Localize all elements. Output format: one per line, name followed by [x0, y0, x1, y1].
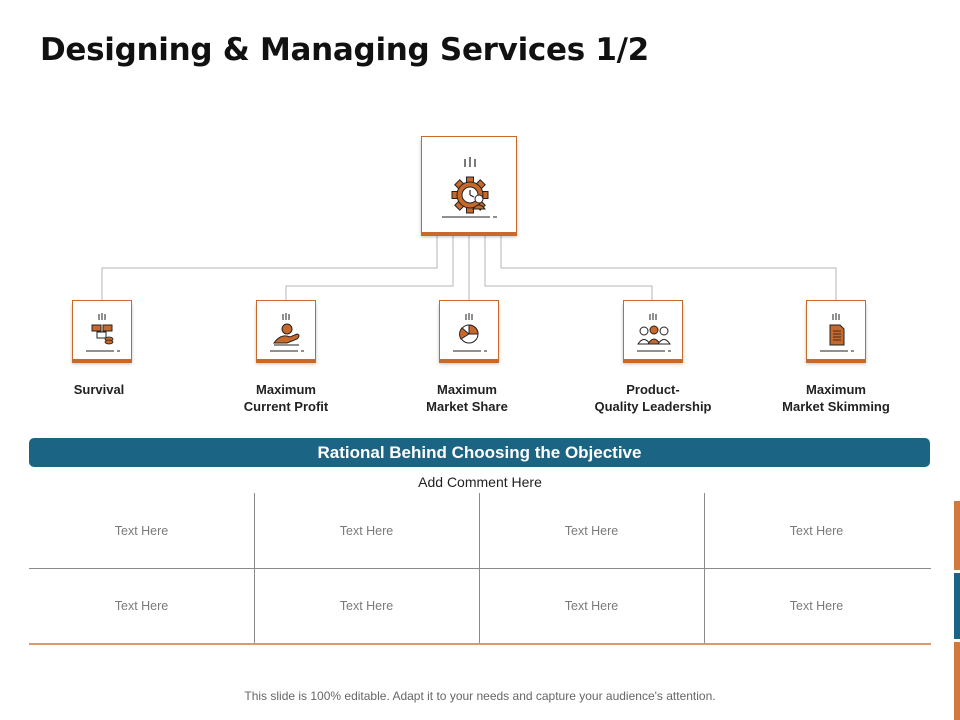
grid-cell[interactable]: Text Here: [564, 598, 619, 613]
root-icon-box: [421, 136, 517, 233]
rationale-banner-title: Rational Behind Choosing the Objective: [317, 443, 642, 462]
child-icon-box-survival: [72, 300, 132, 360]
comment-placeholder[interactable]: Add Comment Here: [418, 474, 542, 490]
child-label-product-quality-leadership: Product- Quality Leadership: [594, 382, 712, 414]
grid-cell[interactable]: Text Here: [339, 598, 394, 613]
side-accent-bar-orange-2: [954, 642, 960, 720]
hand-money-icon: [257, 301, 317, 361]
rationale-grid: [29, 493, 931, 645]
document-icon: [807, 301, 867, 361]
grid-cell[interactable]: Text Here: [114, 598, 169, 613]
child-icon-box-maximum-market-skimming: [806, 300, 866, 360]
child-icon-box-product-quality-leadership: [623, 300, 683, 360]
child-label-maximum-current-profit: Maximum Current Profit: [243, 382, 329, 414]
pie-chart-icon: [440, 301, 500, 361]
gear-clock-person-icon: [422, 137, 518, 234]
child-label-maximum-market-skimming: Maximum Market Skimming: [782, 382, 890, 414]
side-accent-bar-orange: [954, 501, 960, 570]
slide-footer: This slide is 100% editable. Adapt it to your needs and capture your audience's attention.: [244, 689, 716, 703]
child-label-maximum-market-share: Maximum Market Share: [426, 382, 508, 414]
grid-cell[interactable]: Text Here: [564, 523, 619, 538]
grid-bottom-rule: [29, 643, 931, 645]
grid-cell[interactable]: Text Here: [789, 598, 844, 613]
child-icon-box-maximum-market-share: [439, 300, 499, 360]
child-label-survival: Survival: [73, 382, 125, 397]
grid-cell[interactable]: Text Here: [339, 523, 394, 538]
side-accent-bar-blue: [954, 573, 960, 639]
grid-cell[interactable]: Text Here: [789, 523, 844, 538]
slide-title: Designing & Managing Services 1/2: [40, 32, 649, 68]
grid-cell[interactable]: Text Here: [114, 523, 169, 538]
team-leadership-icon: [624, 301, 684, 361]
money-stack-icon: [73, 301, 133, 361]
rationale-banner: [29, 438, 930, 467]
child-icon-box-maximum-current-profit: [256, 300, 316, 360]
